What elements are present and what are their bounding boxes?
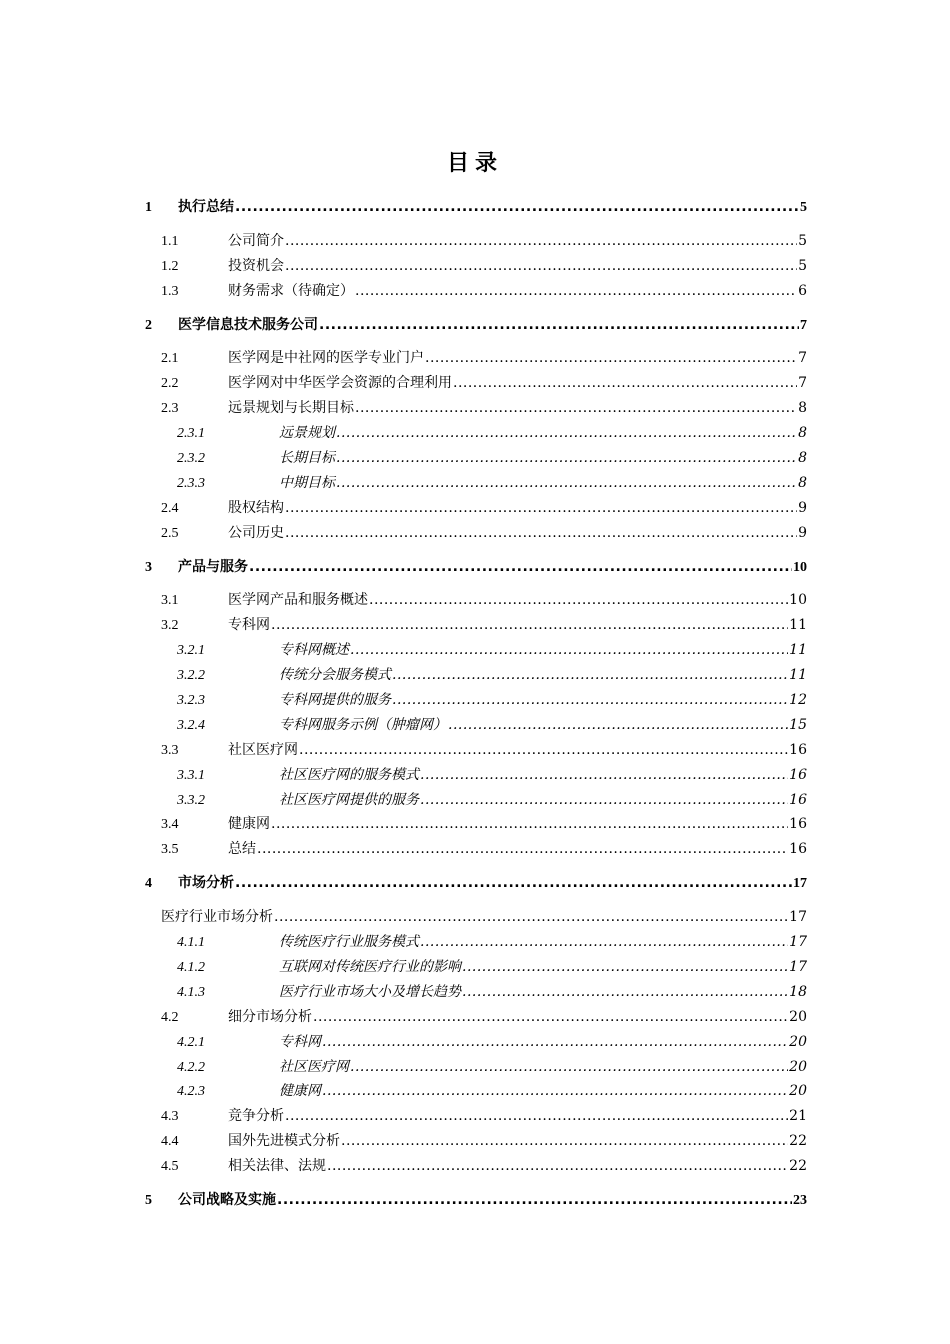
toc-entry-number: 1 bbox=[145, 200, 152, 215]
toc-dot-leader bbox=[319, 317, 799, 333]
toc-dot-leader bbox=[355, 283, 797, 299]
toc-entry-label: 公司简介 bbox=[228, 232, 284, 249]
toc-entry-label: 细分市场分析 bbox=[228, 1008, 312, 1025]
toc-entry-level2[interactable] bbox=[145, 280, 807, 305]
toc-dot-leader bbox=[336, 425, 797, 441]
toc-entry-page: 17 bbox=[793, 876, 807, 892]
toc-dot-leader bbox=[420, 792, 788, 808]
toc-entry-page: 20 bbox=[789, 1083, 807, 1100]
toc-entry-number: 3.2.4 bbox=[177, 717, 205, 733]
toc-entry-level3[interactable] bbox=[145, 1031, 807, 1056]
toc-dot-leader bbox=[448, 717, 788, 733]
toc-entry-level3[interactable] bbox=[145, 789, 807, 814]
toc-dot-leader bbox=[322, 1034, 788, 1050]
toc-entry-label: 医学网对中华医学会资源的合理利用 bbox=[228, 375, 452, 392]
toc-entry-level3[interactable] bbox=[145, 664, 807, 689]
toc-dot-leader bbox=[350, 642, 788, 658]
toc-dot-leader bbox=[235, 875, 792, 891]
toc-entry-page: 20 bbox=[789, 1033, 807, 1050]
toc-entry-number: 4.1.1 bbox=[177, 935, 205, 951]
toc-entry-label: 健康网 bbox=[228, 816, 270, 833]
toc-entry-label: 医学网是中社网的医学专业门户 bbox=[228, 350, 424, 367]
toc-dot-leader bbox=[462, 984, 788, 1000]
toc-entry-label: 传统分会服务模式 bbox=[279, 667, 391, 684]
toc-entry-number: 4.5 bbox=[161, 1159, 179, 1175]
toc-entry-level2[interactable] bbox=[145, 589, 807, 614]
toc-entry-level2[interactable] bbox=[145, 347, 807, 372]
toc-entry-page: 17 bbox=[789, 958, 807, 975]
toc-entry-page: 18 bbox=[789, 983, 807, 1000]
toc-entry-number: 3.2 bbox=[161, 618, 179, 634]
toc-entry-level1[interactable] bbox=[145, 314, 807, 339]
toc-entry-number: 3.2.1 bbox=[177, 643, 205, 659]
toc-entry-page: 16 bbox=[789, 791, 807, 808]
toc-entry-label: 社区医疗网提供的服务 bbox=[279, 791, 419, 808]
toc-dot-leader bbox=[420, 767, 788, 783]
toc-entry-label: 市场分析 bbox=[178, 875, 234, 892]
toc-entry-page: 21 bbox=[789, 1108, 807, 1125]
toc-entry-page: 11 bbox=[789, 642, 807, 659]
toc-entry-label: 远景规划与长期目标 bbox=[228, 400, 354, 417]
toc-entry-level2[interactable] bbox=[145, 813, 807, 838]
toc-entry-page: 23 bbox=[793, 1192, 807, 1208]
toc-entry-level3[interactable] bbox=[145, 931, 807, 956]
toc-entry-label: 财务需求（待确定） bbox=[228, 282, 354, 299]
toc-entry-page: 16 bbox=[789, 841, 807, 858]
toc-entry-page: 16 bbox=[789, 741, 807, 758]
toc-dot-leader bbox=[341, 1133, 788, 1149]
toc-entry-page: 10 bbox=[789, 592, 807, 609]
toc-entry-page: 11 bbox=[789, 667, 807, 684]
toc-entry-label: 公司历史 bbox=[228, 524, 284, 541]
toc-entry-page: 7 bbox=[798, 350, 807, 367]
toc-entry-number: 4.1.2 bbox=[177, 959, 205, 975]
toc-dot-leader bbox=[392, 692, 788, 708]
toc-entry-number: 3.5 bbox=[161, 842, 179, 858]
toc-dot-leader bbox=[285, 500, 797, 516]
toc-entry-level3[interactable] bbox=[145, 447, 807, 472]
toc-entry-label: 产品与服务 bbox=[178, 558, 248, 575]
toc-entry-page: 8 bbox=[798, 474, 807, 491]
toc-entry-label: 健康网 bbox=[279, 1083, 321, 1100]
toc-dot-leader bbox=[271, 816, 788, 832]
toc-entry-level3[interactable] bbox=[145, 764, 807, 789]
toc-dot-leader bbox=[299, 742, 788, 758]
toc-entry-label: 社区医疗网 bbox=[228, 741, 298, 758]
toc-entry-label: 医疗行业市场分析 bbox=[161, 909, 273, 926]
toc-entry-level3[interactable] bbox=[145, 981, 807, 1006]
toc-entry-level3[interactable] bbox=[145, 472, 807, 497]
toc-entry-level2[interactable] bbox=[145, 1130, 807, 1155]
toc-entry-level2[interactable] bbox=[145, 230, 807, 255]
toc-entry-number: 4 bbox=[145, 876, 152, 892]
toc-entry-level2[interactable] bbox=[145, 372, 807, 397]
toc-entry-level3[interactable] bbox=[145, 956, 807, 981]
toc-entry-level2[interactable] bbox=[145, 1155, 807, 1180]
toc-entry-page: 8 bbox=[798, 450, 807, 467]
toc-entry-page: 7 bbox=[798, 375, 807, 392]
toc-entry-number: 2.5 bbox=[161, 525, 179, 541]
toc-entry-number: 4.1.3 bbox=[177, 984, 205, 1000]
toc-dot-leader bbox=[249, 559, 792, 575]
toc-entry-number: 4.4 bbox=[161, 1134, 179, 1150]
toc-entry-number: 2.3 bbox=[161, 401, 179, 417]
toc-entry-page: 9 bbox=[798, 524, 807, 541]
toc-entry-number: 2.1 bbox=[161, 351, 179, 367]
toc-entry-level2[interactable] bbox=[145, 739, 807, 764]
toc-entry-page: 16 bbox=[789, 816, 807, 833]
toc-entry-page: 22 bbox=[789, 1133, 807, 1150]
toc-entry-label: 国外先进模式分析 bbox=[228, 1133, 340, 1150]
toc-entry-page: 5 bbox=[800, 200, 807, 215]
toc-entry-page: 15 bbox=[789, 716, 807, 733]
toc-entry-number: 2 bbox=[145, 317, 152, 333]
toc-entry-label: 专科网服务示例（肿瘤网） bbox=[279, 716, 447, 733]
toc-entry-label: 社区医疗网的服务模式 bbox=[279, 766, 419, 783]
toc-entry-level2[interactable] bbox=[145, 838, 807, 863]
toc-entry-page: 20 bbox=[789, 1008, 807, 1025]
toc-entry-page: 6 bbox=[798, 282, 807, 299]
toc-entry-label: 执行总结 bbox=[178, 199, 234, 215]
toc-entry-level1[interactable] bbox=[145, 1189, 807, 1214]
toc-entry-level3[interactable] bbox=[145, 689, 807, 714]
toc-entry-level1[interactable] bbox=[145, 196, 807, 221]
toc-entry-page: 22 bbox=[789, 1158, 807, 1175]
toc-entry-label: 投资机会 bbox=[228, 257, 284, 274]
toc-dot-leader bbox=[313, 1009, 788, 1025]
toc-entry-level2[interactable] bbox=[145, 497, 807, 522]
toc-entry-level2[interactable] bbox=[145, 906, 807, 931]
toc-dot-leader bbox=[257, 841, 788, 857]
toc-entry-number: 1.1 bbox=[161, 233, 179, 249]
toc-dot-leader bbox=[322, 1083, 788, 1099]
toc-entry-page: 10 bbox=[793, 559, 807, 575]
toc-entry-level2[interactable] bbox=[145, 1105, 807, 1130]
toc-entry-number: 1.3 bbox=[161, 283, 179, 299]
toc-entry-number: 4.2.3 bbox=[177, 1084, 205, 1100]
toc-entry-number: 3.1 bbox=[161, 593, 179, 609]
toc-entry-label: 总结 bbox=[228, 841, 256, 858]
toc-entry-level1[interactable] bbox=[145, 872, 807, 897]
toc-dot-leader bbox=[285, 525, 797, 541]
toc-title: 目录 bbox=[446, 150, 503, 176]
toc-entry-label: 社区医疗网 bbox=[279, 1058, 349, 1075]
toc-entry-level2[interactable] bbox=[145, 1006, 807, 1031]
toc-entry-page: 5 bbox=[798, 232, 807, 249]
toc-entry-level3[interactable] bbox=[145, 422, 807, 447]
toc-entry-number: 1.2 bbox=[161, 258, 179, 274]
toc-entry-level1[interactable] bbox=[145, 556, 807, 581]
toc-entry-label: 长期目标 bbox=[279, 450, 335, 467]
toc-entry-number: 3.3 bbox=[161, 742, 179, 758]
toc-entry-level3[interactable] bbox=[145, 639, 807, 664]
toc-entry-level2[interactable] bbox=[145, 255, 807, 280]
toc-entry-label: 专科网 bbox=[279, 1033, 321, 1050]
toc-entry-number: 3.2.2 bbox=[177, 668, 205, 684]
toc-entry-number: 4.2 bbox=[161, 1009, 179, 1025]
toc-entry-page: 17 bbox=[789, 909, 807, 926]
toc-entry-number: 5 bbox=[145, 1192, 152, 1208]
toc-entry-label: 相关法律、法规 bbox=[228, 1158, 326, 1175]
toc-entry-page: 11 bbox=[789, 617, 807, 634]
toc-entry-label: 医疗行业市场大小及增长趋势 bbox=[279, 983, 461, 1000]
toc-entry-page: 16 bbox=[789, 766, 807, 783]
toc-entry-number: 2.2 bbox=[161, 376, 179, 392]
toc-entry-page: 8 bbox=[798, 400, 807, 417]
toc-entry-label: 医学网产品和服务概述 bbox=[228, 592, 368, 609]
toc-dot-leader bbox=[285, 258, 797, 274]
toc-dot-leader bbox=[355, 400, 797, 416]
toc-entry-number: 3.2.3 bbox=[177, 693, 205, 709]
toc-entry-label: 专科网概述 bbox=[279, 642, 349, 659]
toc-dot-leader bbox=[350, 1059, 788, 1075]
toc-entry-level3[interactable] bbox=[145, 1056, 807, 1081]
toc-dot-leader bbox=[285, 1108, 788, 1124]
toc-entry-label: 中期目标 bbox=[279, 474, 335, 491]
toc-dot-leader bbox=[277, 1192, 792, 1208]
toc-dot-leader bbox=[327, 1158, 788, 1174]
toc-dot-leader bbox=[235, 199, 799, 215]
toc-entry-number: 3 bbox=[145, 559, 152, 575]
toc-entry-level2[interactable] bbox=[145, 522, 807, 547]
toc-entry-page: 9 bbox=[798, 499, 807, 516]
toc-entry-page: 17 bbox=[789, 934, 807, 951]
table-of-contents bbox=[145, 196, 807, 1223]
toc-entry-level2[interactable] bbox=[145, 397, 807, 422]
toc-dot-leader bbox=[462, 959, 788, 975]
toc-entry-number: 2.3.2 bbox=[177, 451, 205, 467]
toc-dot-leader bbox=[453, 375, 797, 391]
toc-entry-page: 20 bbox=[789, 1058, 807, 1075]
toc-entry-label: 公司战略及实施 bbox=[178, 1191, 276, 1208]
toc-dot-leader bbox=[425, 350, 797, 366]
toc-dot-leader bbox=[274, 909, 788, 925]
toc-entry-label: 互联网对传统医疗行业的影响 bbox=[279, 958, 461, 975]
toc-entry-label: 专科网 bbox=[228, 617, 270, 634]
toc-entry-label: 专科网提供的服务 bbox=[279, 692, 391, 709]
toc-dot-leader bbox=[420, 934, 788, 950]
toc-entry-label: 远景规划 bbox=[279, 425, 335, 442]
toc-entry-number: 4.3 bbox=[161, 1109, 179, 1125]
toc-entry-page: 8 bbox=[798, 425, 807, 442]
toc-entry-page: 7 bbox=[800, 317, 807, 333]
toc-entry-number: 2.3.1 bbox=[177, 426, 205, 442]
toc-entry-number: 2.3.3 bbox=[177, 475, 205, 491]
toc-entry-number: 3.3.2 bbox=[177, 792, 205, 808]
toc-entry-label: 传统医疗行业服务模式 bbox=[279, 934, 419, 951]
toc-entry-number: 4.2.1 bbox=[177, 1034, 205, 1050]
toc-entry-number: 3.3.1 bbox=[177, 767, 205, 783]
toc-entry-label: 股权结构 bbox=[228, 499, 284, 516]
toc-entry-level2[interactable] bbox=[145, 614, 807, 639]
toc-dot-leader bbox=[392, 667, 788, 683]
toc-dot-leader bbox=[271, 617, 788, 633]
toc-dot-leader bbox=[369, 592, 788, 608]
toc-entry-number: 2.4 bbox=[161, 500, 179, 516]
toc-entry-page: 12 bbox=[789, 692, 807, 709]
toc-dot-leader bbox=[336, 450, 797, 466]
toc-entry-number: 4.2.2 bbox=[177, 1059, 205, 1075]
toc-entry-page: 5 bbox=[798, 257, 807, 274]
toc-entry-number: 3.4 bbox=[161, 817, 179, 833]
toc-entry-level3[interactable] bbox=[145, 1080, 807, 1105]
toc-entry-label: 竞争分析 bbox=[228, 1108, 284, 1125]
toc-entry-level3[interactable] bbox=[145, 714, 807, 739]
toc-dot-leader bbox=[336, 475, 797, 491]
toc-dot-leader bbox=[285, 233, 797, 249]
toc-entry-label: 医学信息技术服务公司 bbox=[178, 316, 318, 333]
